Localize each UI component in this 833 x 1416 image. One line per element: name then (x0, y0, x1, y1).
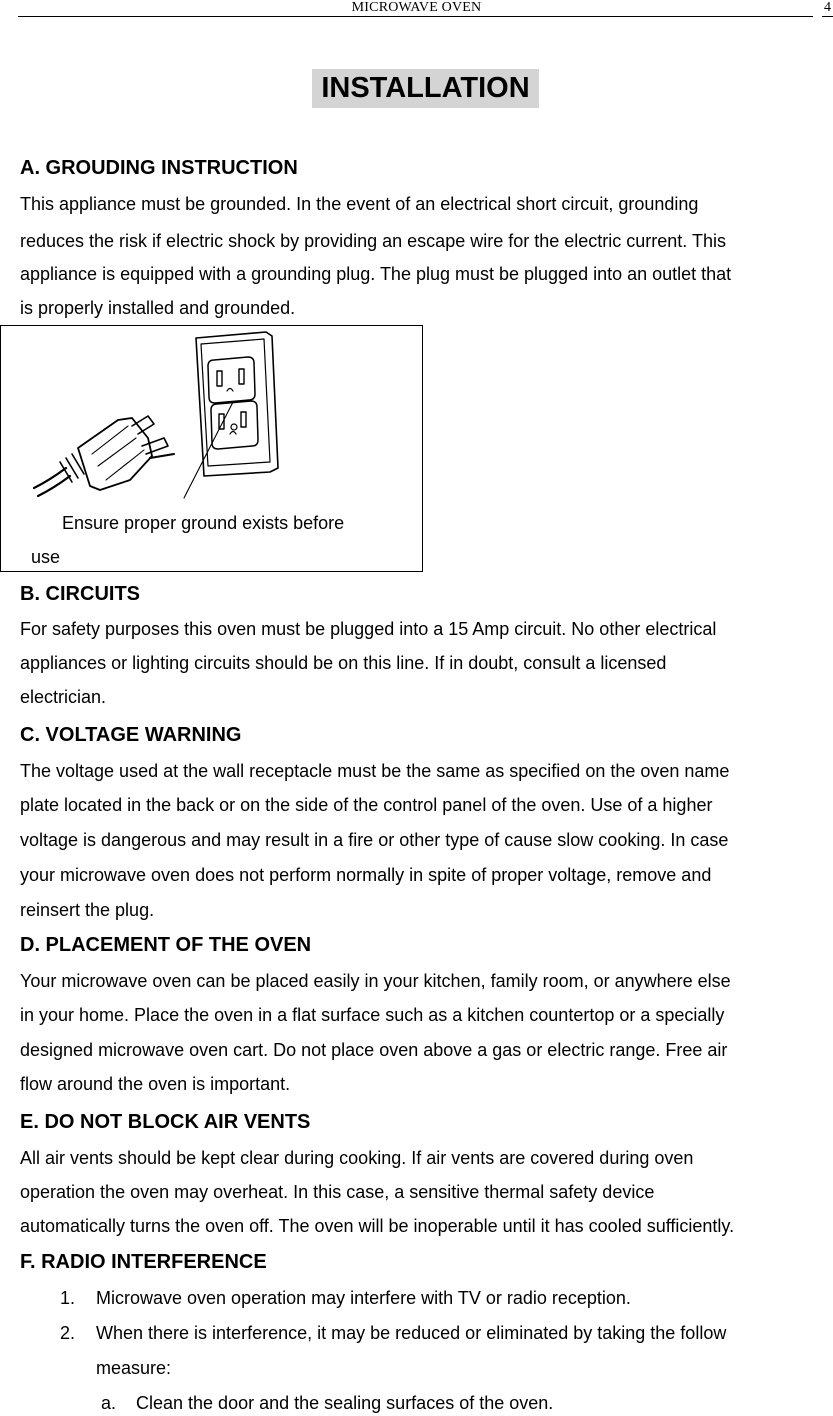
section-d-line: in your home. Place the oven in a flat surface such as a kitchen countertop or a specially (20, 1005, 725, 1025)
section-d-line: flow around the oven is important. (20, 1074, 291, 1094)
page-number: 4 (824, 0, 831, 15)
section-d-line: designed microwave oven cart. Do not place oven above a gas or electric range. Free air (20, 1040, 728, 1060)
section-a-line: This appliance must be grounded. In the event of an electrical short circuit, grounding (20, 194, 699, 214)
page-title: INSTALLATION (312, 69, 539, 108)
sub-item-letter: a. (101, 1393, 117, 1413)
section-a-line: reduces the risk if electric shock by providing an escape wire for the electric current. This (20, 231, 726, 251)
section-c-line: voltage is dangerous and may result in a fire or other type of cause slow cooking. In case (20, 830, 729, 850)
section-b-line: electrician. (20, 687, 107, 707)
list-item-number: 2. (60, 1323, 76, 1343)
section-f-heading: F. RADIO INTERFERENCE (20, 1251, 267, 1273)
section-d-heading: D. PLACEMENT OF THE OVEN (20, 934, 312, 956)
section-b-heading: B. CIRCUITS (20, 583, 140, 605)
grounded-plug-outlet-illustration (20, 330, 310, 505)
section-b-line: For safety purposes this oven must be plugged into a 15 Amp circuit. No other electrical (20, 619, 717, 639)
list-item-text: When there is interference, it may be reduced or eliminated by taking the follow (96, 1323, 727, 1343)
list-item-text-continued: measure: (96, 1358, 172, 1378)
section-c-line: plate located in the back or on the side of the control panel of the oven. Use of a higher (20, 795, 713, 815)
header-rule (18, 16, 813, 17)
figure-caption-continued: use (31, 547, 61, 567)
section-a-line: appliance is equipped with a grounding plug. The plug must be plugged into an outlet that (20, 264, 732, 284)
section-c-line: The voltage used at the wall receptacle must be the same as specified on the oven name (20, 761, 730, 781)
section-b-line: appliances or lighting circuits should be on this line. If in doubt, consult a licensed (20, 653, 667, 673)
figure-caption: Ensure proper ground exists before (62, 513, 345, 533)
section-a-line: is properly installed and grounded. (20, 298, 296, 318)
list-item-text: Microwave oven operation may interfere with TV or radio reception. (96, 1288, 631, 1308)
section-a-heading: A. GROUDING INSTRUCTION (20, 157, 298, 179)
section-e-line: operation the oven may overheat. In this case, a sensitive thermal safety device (20, 1182, 655, 1202)
list-item-number: 1. (60, 1288, 76, 1308)
section-e-heading: E. DO NOT BLOCK AIR VENTS (20, 1111, 311, 1133)
section-e-line: All air vents should be kept clear during cooking. If air vents are covered during oven (20, 1148, 694, 1168)
section-c-heading: C. VOLTAGE WARNING (20, 724, 242, 746)
section-e-line: automatically turns the oven off. The oven will be inoperable until it has cooled sufficiently. (20, 1216, 735, 1236)
sub-item-text: Clean the door and the sealing surfaces of the oven. (136, 1393, 554, 1413)
page-number-rule (822, 16, 833, 17)
section-c-line: reinsert the plug. (20, 900, 155, 920)
running-header-title: MICROWAVE OVEN (351, 0, 482, 15)
section-d-line: Your microwave oven can be placed easily in your kitchen, family room, or anywhere else (20, 971, 731, 991)
section-c-line: your microwave oven does not perform normally in spite of proper voltage, remove and (20, 865, 712, 885)
